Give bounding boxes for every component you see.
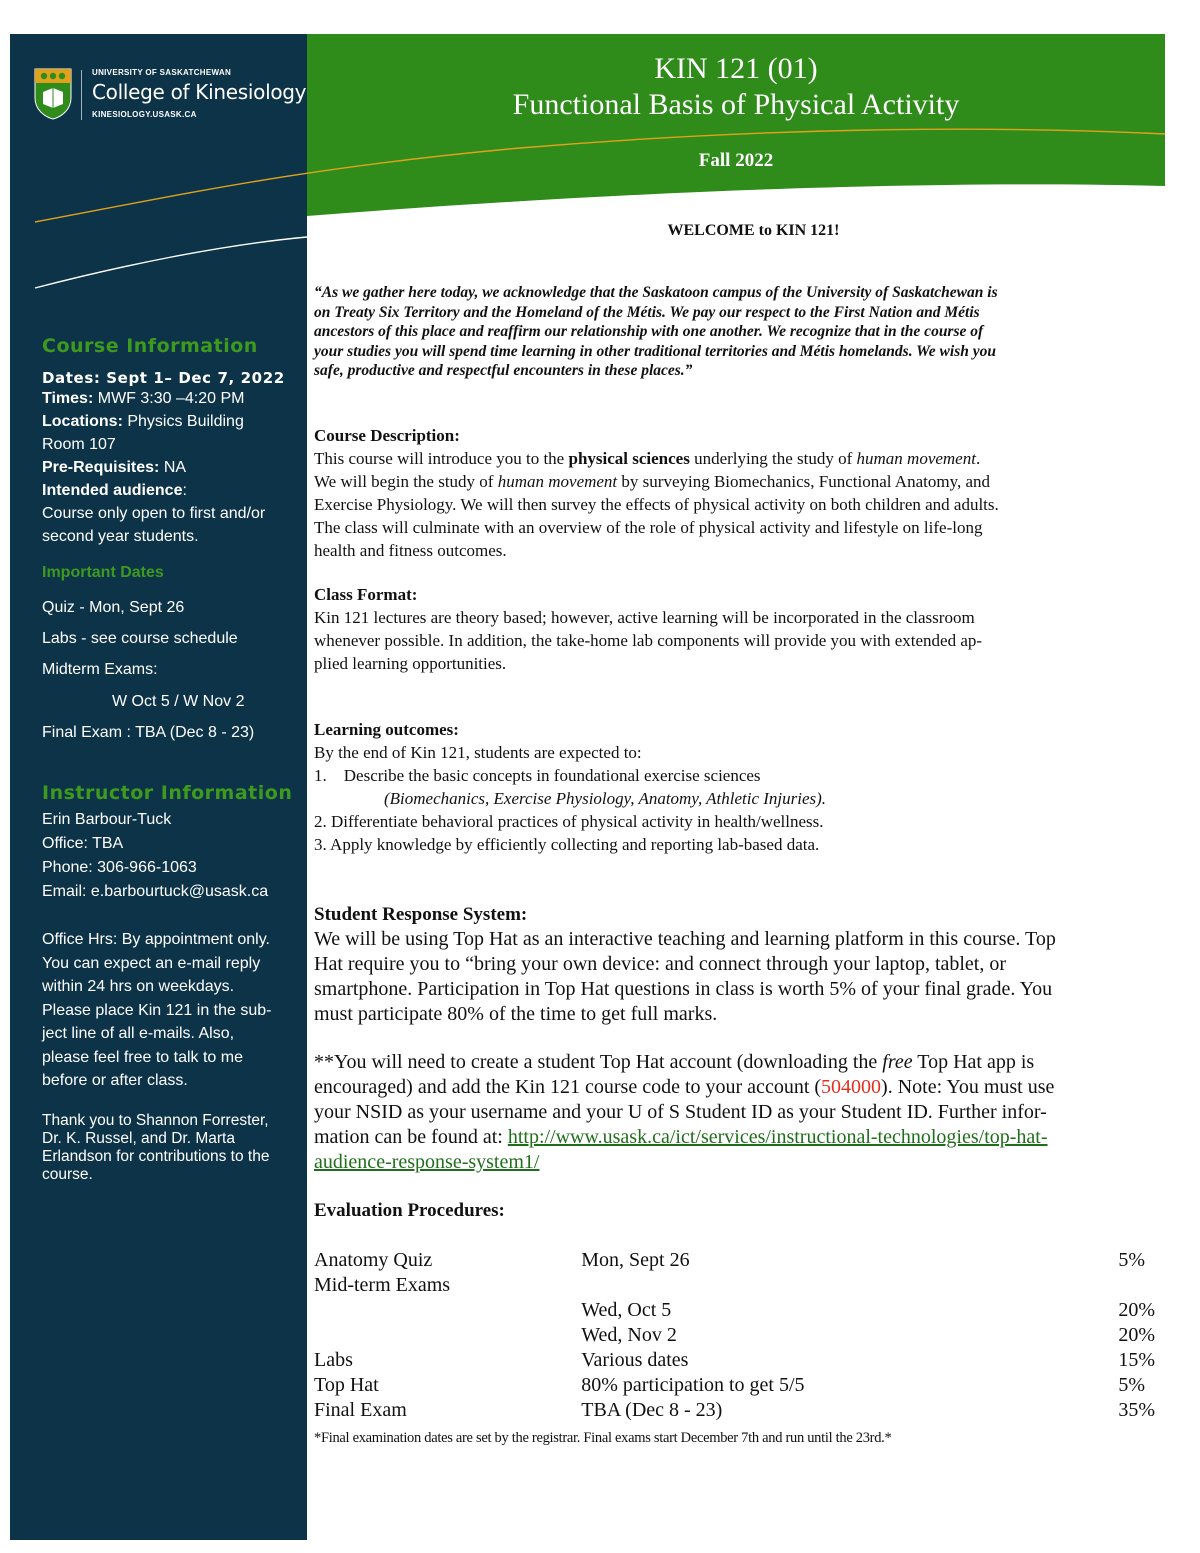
tophat-account-line: mation can be found at: http://www.usask.ca/ict/services/instructional-technologies/top-hat- (314, 1126, 1048, 1148)
course-info-block (42, 369, 304, 548)
locations-room: Room 107 (42, 436, 116, 453)
evaluation-date: Mon, Sept 26 (581, 1249, 690, 1271)
evaluation-date: TBA (Dec 8 - 23) (581, 1399, 723, 1421)
university-name: UNIVERSITY OF SASKATCHEWAN (92, 68, 232, 77)
course-description-line: health and fitness outcomes. (314, 541, 507, 560)
instructor-office: Office: TBA (42, 835, 124, 852)
course-description-line: Exercise Physiology. We will then survey the effects of physical activity on both children and adults. (314, 495, 999, 514)
audience-label: Intended audience (42, 482, 183, 499)
course-code: KIN 121 (01) (654, 52, 818, 85)
office-hours-line: Please place Kin 121 in the sub- (42, 1001, 272, 1019)
office-hours-line: ject line of all e-mails. Also, (42, 1025, 235, 1042)
evaluation-item: Top Hat (314, 1374, 379, 1396)
physical-sciences-emphasis: physical sciences (568, 449, 690, 468)
evaluation-footnote: *Final examination dates are set by the registrar. Final exams start December 7th and run until the 23rd.* (314, 1430, 892, 1446)
tophat-account-line: your NSID as your username and your U of S Student ID as your Student ID. Further infor- (314, 1101, 1047, 1123)
dates-line (42, 369, 304, 387)
audience-line (42, 479, 304, 502)
office-hours-line: within 24 hrs on weekdays. (42, 978, 235, 995)
welcome-heading: WELCOME to KIN 121! (667, 222, 840, 239)
office-hours-line: please feel free to talk to me (42, 1048, 243, 1066)
human-movement-emphasis: human movement (497, 472, 618, 491)
class-format-heading: Class Format: (314, 585, 418, 604)
prereq-value: NA (163, 459, 187, 476)
course-description-line: This course will introduce you to the physical sciences underlying the study of human movement. (314, 449, 981, 468)
land-acknowledgement (314, 283, 1194, 381)
thanks-line: Dr. K. Russel, and Dr. Marta (42, 1130, 235, 1147)
audience-value: Course only open to first and/or (42, 505, 266, 522)
evaluation-row (314, 1299, 1194, 1324)
evaluation-item (314, 1324, 581, 1349)
evaluation-date: Wed, Oct 5 (581, 1299, 672, 1321)
land-ack-line: on Treaty Six Territory and the Homeland of the Métis. We pay our respect to the First Nation and Métis (314, 303, 980, 321)
tophat-account-line: **You will need to create a student Top Hat account (downloading the free Top Hat app is (314, 1051, 1035, 1073)
evaluation-row (314, 1349, 1194, 1374)
evaluation-row (314, 1374, 1194, 1399)
land-ack-line: ancestors of this place and reaffirm our relationship with one another. We recognize that in the course of (314, 323, 984, 340)
land-ack-line: “As we gather here today, we acknowledge that the Saskatoon campus of the University of Saskatchewan is (314, 284, 998, 301)
audience-value-2: second year students. (42, 528, 199, 545)
dates-label: Dates: (42, 369, 101, 387)
thanks-line: Thank you to Shannon Forrester, (42, 1112, 269, 1129)
office-hours-line: You can expect an e-mail reply (42, 954, 261, 972)
course-description (314, 424, 1194, 562)
prereq-label: Pre-Requisites: (42, 459, 160, 476)
evaluation-weight: 5% (1118, 1249, 1145, 1271)
course-code-highlight: 504000 (821, 1076, 882, 1098)
instructor-name: Erin Barbour-Tuck (42, 811, 172, 828)
course-description-heading: Course Description: (314, 426, 460, 445)
tophat-account-line: encouraged) and add the Kin 121 course code to your account (504000). Note: You must use (314, 1076, 1055, 1098)
course-title: Functional Basis of Physical Activity (512, 88, 960, 121)
student-response-system (314, 902, 1194, 1175)
response-system-line: We will be using Top Hat as an interactive teaching and learning platform in this course. Top (314, 928, 1056, 950)
land-ack-line: safe, productive and respectful encounters in these places.” (314, 362, 693, 379)
dates-value: Sept 1– Dec 7, 2022 (106, 369, 285, 387)
learning-outcome-subitem: (Biomechanics, Exercise Physiology, Anatomy, Athletic Injuries). (384, 789, 827, 808)
evaluation-item: Anatomy Quiz (314, 1249, 433, 1271)
evaluation-item (314, 1299, 581, 1324)
evaluation-weight: 20% (1118, 1324, 1155, 1346)
evaluation-row (314, 1274, 1194, 1299)
important-dates-heading: Important Dates (42, 564, 164, 581)
learning-outcomes-heading: Learning outcomes: (314, 720, 459, 739)
class-format-line: plied learning opportunities. (314, 654, 507, 673)
evaluation-item: Mid-term Exams (314, 1274, 451, 1296)
college-name: College of Kinesiology (92, 80, 307, 104)
evaluation-date: 80% participation to get 5/5 (581, 1374, 805, 1396)
learning-outcome-item: 3. Apply knowledge by efficiently collecting and reporting lab-based data. (314, 835, 820, 854)
evaluation-weight: 15% (1118, 1349, 1155, 1371)
tophat-info-link-continued[interactable]: audience-response-system1/ (314, 1151, 540, 1173)
midterm-dates: W Oct 5 / W Nov 2 (112, 693, 245, 710)
response-system-line: Hat require you to “bring your own device: and connect through your laptop, tablet, or (314, 953, 1007, 975)
locations-label: Locations: (42, 413, 123, 430)
learning-outcome-item: 1. Describe the basic concepts in foundational exercise sciences (314, 766, 761, 785)
land-ack-line: your studies you will spend time learning in other traditional territories and Métis homelands. We wish you (314, 342, 996, 360)
midterm-label: Midterm Exams: (42, 661, 158, 678)
labs-date: Labs - see course schedule (42, 630, 238, 647)
college-logo (34, 68, 306, 124)
free-emphasis: free (882, 1051, 913, 1073)
evaluation-row (314, 1324, 1194, 1349)
office-hours-line: before or after class. (42, 1072, 188, 1089)
human-movement-emphasis: human movement (856, 449, 976, 468)
thanks-line: Erlandson for contributions to the (42, 1148, 270, 1165)
office-hours-line: Office Hrs: By appointment only. (42, 931, 270, 948)
evaluation-heading: Evaluation Procedures: (314, 1200, 505, 1221)
response-system-heading: Student Response System: (314, 904, 528, 925)
evaluation-weight: 20% (1118, 1299, 1155, 1321)
times-line (42, 387, 304, 410)
locations-value: Physics Building (127, 413, 244, 430)
instructor-heading: Instructor Information (42, 782, 293, 804)
quiz-date: Quiz - Mon, Sept 26 (42, 599, 185, 616)
evaluation-row (314, 1249, 1194, 1274)
final-exam-date: Final Exam : TBA (Dec 8 - 23) (42, 724, 255, 741)
thanks-line: course. (42, 1166, 93, 1183)
evaluation-date: Various dates (581, 1349, 689, 1371)
class-format-line: whenever possible. In addition, the take-home lab components will provide you with extended ap- (314, 631, 983, 650)
usask-shield-icon (34, 68, 72, 120)
learning-outcomes (314, 718, 1194, 856)
instructor-phone: Phone: 306-966-1063 (42, 859, 197, 876)
evaluation-item: Labs (314, 1349, 353, 1371)
course-description-line: We will begin the study of human movement by surveying Biomechanics, Functional Anatomy, and (314, 472, 991, 491)
instructor-email: Email: e.barbourtuck@usask.ca (42, 883, 269, 900)
acknowledgements (42, 1112, 304, 1184)
prereq-line (42, 456, 304, 479)
response-system-line: must participate 80% of the time to get full marks. (314, 1003, 718, 1025)
evaluation-item: Final Exam (314, 1399, 407, 1421)
course-info-heading: Course Information (42, 335, 258, 357)
tophat-info-link[interactable]: http://www.usask.ca/ict/services/instructional-technologies/top-hat- (507, 1126, 1048, 1148)
class-format-line: Kin 121 lectures are theory based; however, active learning will be incorporated in the classroom (314, 608, 975, 627)
college-website: KINESIOLOGY.USASK.CA (92, 110, 197, 119)
audience-colon: : (182, 482, 187, 499)
evaluation-date: Wed, Nov 2 (581, 1324, 677, 1346)
course-description-line: The class will culminate with an overview of the role of physical activity and lifestyle on life-long (314, 518, 983, 537)
evaluation-date (581, 1274, 1118, 1299)
learning-outcome-item: 2. Differentiate behavioral practices of physical activity in health/wellness. (314, 812, 824, 831)
evaluation-weight: 35% (1118, 1399, 1155, 1421)
times-value: MWF 3:30 –4:20 PM (97, 390, 245, 407)
term: Fall 2022 (698, 150, 774, 171)
evaluation-table (314, 1249, 1194, 1424)
response-system-line: smartphone. Participation in Top Hat questions in class is worth 5% of your final grade. You (314, 978, 1053, 1000)
learning-outcomes-intro: By the end of Kin 121, students are expected to: (314, 743, 642, 762)
evaluation-weight (1118, 1274, 1194, 1299)
evaluation-row (314, 1399, 1194, 1424)
office-hours (42, 928, 304, 1093)
class-format (314, 583, 1194, 675)
times-label: Times: (42, 390, 94, 407)
logo-divider (81, 70, 82, 120)
evaluation-weight: 5% (1118, 1374, 1145, 1396)
locations-line (42, 410, 304, 433)
